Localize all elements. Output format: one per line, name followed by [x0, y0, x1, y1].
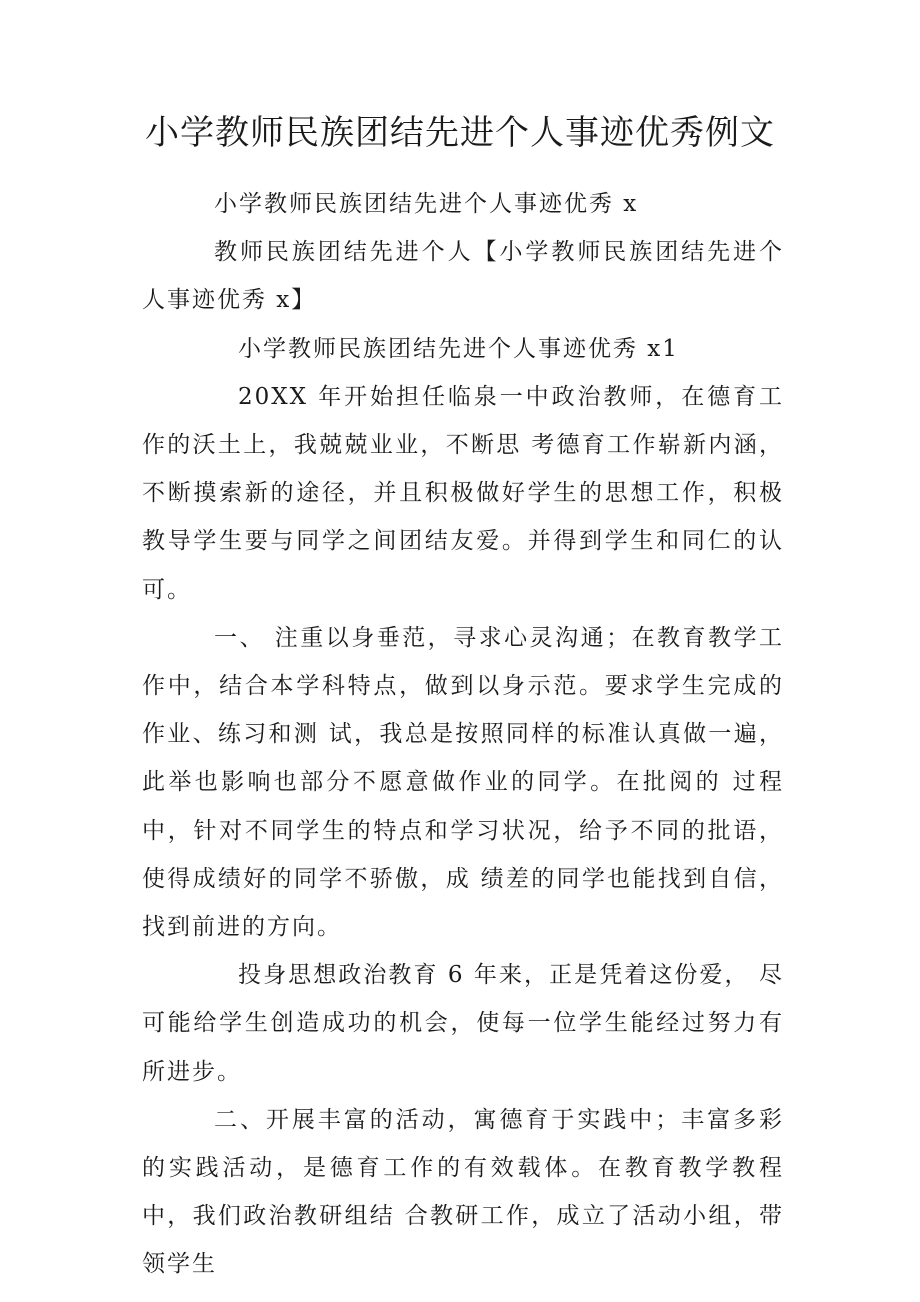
paragraph-six-years: 投身思想政治教育 6 年来，正是凭着这份爱， 尽可能给学生创造成功的机会，使每一位学生能经过努力有所进步。: [142, 962, 784, 1085]
document-body: [142, 180, 784, 1289]
paragraph-intro: 20XX 年开始担任临泉一中政治教师，在德育工作的沃土上，我兢兢业业，不断思 考德育工作崭新内涵，不断摸索新的途径，并且积极做好学生的思想工作，积极教导学生要与同学之间团结友爱。并得到学生和同仁的认可。: [142, 383, 784, 603]
paragraph-point-one: 一、 注重以身垂范，寻求心灵沟通；在教育教学工作中，结合本学科特点，做到以身示范。要求学生完成的作业、练习和测 试，我总是按照同样的标准认真做一遍，此举也影响也部分不愿意做作业的同学。在批阅的 过程中，针对不同学生的特点和学习状况，给予不同的批语，使得成绩好的同学不骄傲，成 绩差的同学也能找到自信，找到前进的方向。: [142, 624, 784, 941]
document-title: 小学教师民族团结先进个人事迹优秀例文: [145, 113, 775, 153]
paragraph-heading: 教师民族团结先进个人【小学教师民族团结先进个人事迹优秀 x】: [142, 239, 784, 314]
paragraph-subtitle: 小学教师民族团结先进个人事迹优秀 x: [214, 191, 639, 217]
paragraph-point-two: 二、开展丰富的活动，寓德育于实践中；丰富多彩的实践活动，是德育工作的有效载体。在教育教学教程中，我们政治教研组结 合教研工作，成立了活动小组，带领学生: [142, 1106, 784, 1278]
paragraph-section-title: 小学教师民族团结先进个人事迹优秀 x1: [238, 335, 679, 362]
